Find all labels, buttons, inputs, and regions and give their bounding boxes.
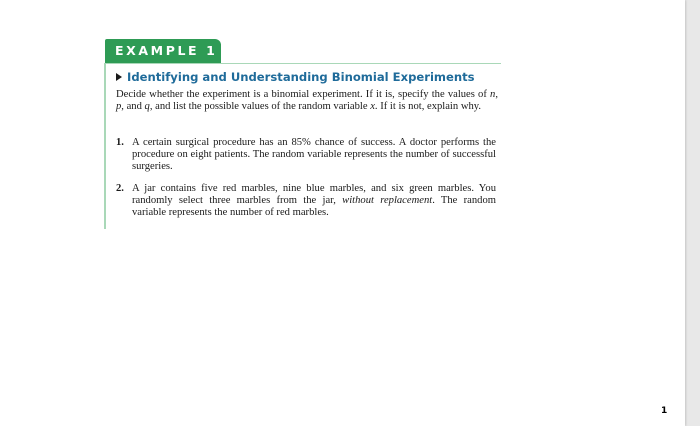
intro-text-part: , and	[121, 101, 145, 113]
intro-text-part: Decide whether the experiment is a binomial experiment. If it is, specify the values of	[116, 89, 491, 100]
example-item-2	[116, 183, 496, 220]
item-text	[132, 183, 496, 220]
triangle-bullet-icon	[116, 73, 122, 81]
example-heading	[116, 70, 475, 84]
variable-x: x	[370, 101, 375, 113]
item-text-part: A jar contains five red marbles, nine blue marbles, and six green marbles. You randomly select three marbles from the jar,	[132, 183, 496, 207]
variable-p: p	[116, 101, 122, 113]
example-label-tab: EXAMPLE 1	[105, 39, 221, 63]
intro-text-part: . If it is not, explain why.	[374, 101, 482, 113]
variable-n: n	[490, 89, 496, 100]
item-text-part: . The random variable represents the number of red marbles.	[132, 195, 496, 219]
intro-text-part: ,	[495, 89, 498, 100]
example-instructions	[116, 89, 498, 113]
example-top-rule	[104, 63, 501, 64]
example-heading-text: Identifying and Understanding Binomial Experiments	[127, 70, 475, 84]
item-text-italic: without replacement	[342, 195, 433, 207]
page-number: 1	[661, 406, 668, 416]
variable-q: q	[144, 101, 150, 113]
example-item-1	[116, 137, 496, 174]
item-number: 2.	[116, 183, 124, 194]
item-text: A certain surgical procedure has an 85% chance of success. A doctor performs the procedure on eight patients. The random variable represents the number of successful surgeries.	[132, 137, 496, 173]
item-number: 1.	[116, 137, 124, 148]
intro-text-part: , and list the possible values of the random variable	[149, 101, 371, 113]
example-left-rule	[104, 63, 106, 229]
